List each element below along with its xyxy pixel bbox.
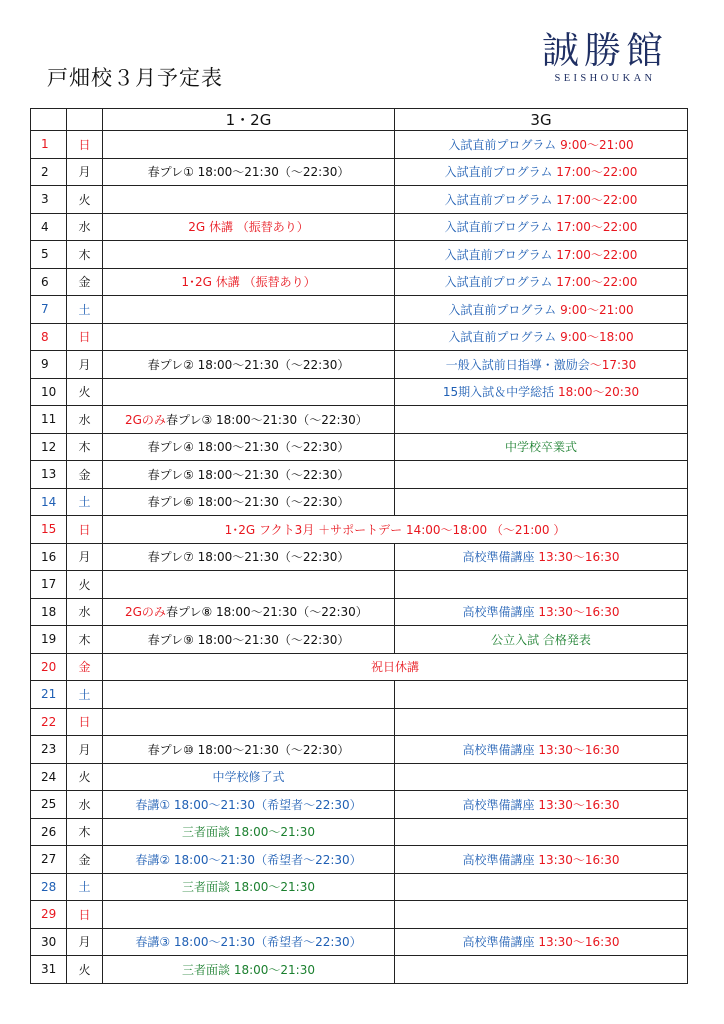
header-row	[31, 109, 688, 131]
weekday-cell: 月	[67, 928, 103, 956]
page-title: 戸畑校３月予定表	[47, 66, 223, 90]
weekday-cell: 日	[67, 516, 103, 544]
table-row	[31, 158, 688, 186]
weekday-cell: 木	[67, 626, 103, 654]
grade-3-event: 一般入試前日指導・激励会	[445, 357, 590, 372]
date-cell: 13	[31, 461, 67, 489]
weekday-cell: 日	[67, 708, 103, 736]
weekday-cell: 土	[67, 488, 103, 516]
table-row	[31, 241, 688, 269]
date-cell: 4	[31, 213, 67, 241]
grade-12-cell: 三者面談 18:00～21:30	[103, 818, 395, 846]
weekday-cell: 木	[67, 818, 103, 846]
grade-3-cell	[395, 818, 688, 846]
weekday-cell: 火	[67, 186, 103, 214]
grade-12-cell: 春プレ⑤ 18:00～21:30（～22:30）	[103, 461, 395, 489]
date-cell: 21	[31, 681, 67, 709]
grade-12-prefix: 2Gのみ	[125, 412, 166, 427]
weekday-cell: 火	[67, 956, 103, 984]
grade-3-time: 17:00～22:00	[552, 275, 638, 290]
date-cell: 7	[31, 296, 67, 324]
grade-3-cell	[395, 351, 688, 379]
weekday-cell: 火	[67, 571, 103, 599]
date-cell: 14	[31, 488, 67, 516]
date-cell: 11	[31, 406, 67, 434]
date-cell: 12	[31, 433, 67, 461]
weekday-cell: 土	[67, 296, 103, 324]
grade-3-cell	[395, 846, 688, 874]
weekday-cell: 水	[67, 406, 103, 434]
table-row	[31, 791, 688, 819]
date-cell: 24	[31, 763, 67, 791]
grade-3-time: 9:00～21:00	[556, 302, 634, 317]
weekday-cell: 火	[67, 378, 103, 406]
grade-3-cell	[395, 708, 688, 736]
event-span-cell: 1･2G フクト3月 ＋サポートデー 14:00～18:00 （～21:00 ）	[103, 516, 688, 544]
weekday-cell: 金	[67, 461, 103, 489]
table-row	[31, 268, 688, 296]
grade-3-cell	[395, 323, 688, 351]
weekday-cell: 金	[67, 268, 103, 296]
grade-12-cell: 春プレ⑩ 18:00～21:30（～22:30）	[103, 736, 395, 764]
grade-12-cell	[103, 296, 395, 324]
grade-12-cell: 三者面談 18:00～21:30	[103, 956, 395, 984]
header-date	[31, 109, 67, 131]
grade-3-event: 入試直前プログラム	[444, 165, 553, 180]
table-row	[31, 406, 688, 434]
grade-12-cell: 春講① 18:00～21:30（希望者～22:30）	[103, 791, 395, 819]
weekday-cell: 日	[67, 323, 103, 351]
grade-3-time: 17:00～22:00	[552, 220, 638, 235]
grade-3-cell	[395, 763, 688, 791]
table-row	[31, 296, 688, 324]
weekday-cell: 金	[67, 653, 103, 681]
weekday-cell: 水	[67, 213, 103, 241]
weekday-cell: 土	[67, 873, 103, 901]
table-row	[31, 516, 688, 544]
date-cell: 5	[31, 241, 67, 269]
grade-12-cell	[103, 901, 395, 929]
date-cell: 28	[31, 873, 67, 901]
grade-12-cell: 三者面談 18:00～21:30	[103, 873, 395, 901]
grade-3-time: 9:00～21:00	[556, 137, 634, 152]
grade-3-cell	[395, 461, 688, 489]
table-row	[31, 131, 688, 159]
date-cell: 23	[31, 736, 67, 764]
table-row	[31, 543, 688, 571]
grade-3-time: 13:30～16:30	[534, 797, 620, 812]
grade-3-cell	[395, 241, 688, 269]
grade-3-cell	[395, 378, 688, 406]
logo-roman: SEISHOUKAN	[554, 73, 656, 84]
date-cell: 20	[31, 653, 67, 681]
event-span-cell: 祝日休講	[103, 653, 688, 681]
grade-3-cell	[395, 956, 688, 984]
date-cell: 26	[31, 818, 67, 846]
grade-3-cell	[395, 268, 688, 296]
header-weekday	[67, 109, 103, 131]
grade-3-time: 13:30～16:30	[534, 935, 620, 950]
weekday-cell: 火	[67, 763, 103, 791]
weekday-cell: 水	[67, 598, 103, 626]
table-row	[31, 956, 688, 984]
grade-3-time: 17:00～22:00	[552, 165, 638, 180]
grade-12-cell	[103, 378, 395, 406]
weekday-cell: 金	[67, 846, 103, 874]
grade-3-cell	[395, 213, 688, 241]
grade-12-text: 春プレ③ 18:00～21:30（～22:30）	[165, 412, 368, 427]
grade-3-event: 高校準備講座	[462, 742, 535, 757]
weekday-cell: 月	[67, 351, 103, 379]
date-cell: 3	[31, 186, 67, 214]
grade-3-cell	[395, 186, 688, 214]
grade-3-event: 入試直前プログラム	[444, 247, 553, 262]
grade-3-cell	[395, 736, 688, 764]
table-row	[31, 598, 688, 626]
date-cell: 22	[31, 708, 67, 736]
grade-3-cell	[395, 928, 688, 956]
table-row	[31, 818, 688, 846]
grade-12-cell	[103, 241, 395, 269]
grade-12-cell: 春講② 18:00～21:30（希望者～22:30）	[103, 846, 395, 874]
table-row	[31, 901, 688, 929]
grade-3-event: 高校準備講座	[462, 797, 535, 812]
grade-12-cell	[103, 323, 395, 351]
grade-12-cell	[103, 406, 395, 434]
grade-3-cell	[395, 873, 688, 901]
table-row	[31, 378, 688, 406]
grade-3-time: 9:00～18:00	[556, 330, 634, 345]
grade-3-event: 高校準備講座	[462, 550, 535, 565]
grade-3-cell	[395, 791, 688, 819]
grade-3-time: 13:30～16:30	[534, 852, 620, 867]
grade-3-event: 入試直前プログラム	[444, 192, 553, 207]
grade-12-cell	[103, 708, 395, 736]
date-cell: 8	[31, 323, 67, 351]
grade-3-cell	[395, 543, 688, 571]
grade-12-cell: 春プレ② 18:00～21:30（～22:30）	[103, 351, 395, 379]
date-cell: 9	[31, 351, 67, 379]
grade-3-cell	[395, 131, 688, 159]
table-row	[31, 461, 688, 489]
grade-3-cell	[395, 598, 688, 626]
table-row	[31, 351, 688, 379]
grade-3-cell	[395, 681, 688, 709]
grade-3-event: 入試直前プログラム	[448, 137, 557, 152]
weekday-cell: 月	[67, 158, 103, 186]
grade-3-event: 15期入試＆中学総括	[442, 385, 555, 400]
date-cell: 6	[31, 268, 67, 296]
grade-12-cell	[103, 598, 395, 626]
weekday-cell: 月	[67, 736, 103, 764]
grade-3-time: 18:00～20:30	[554, 385, 640, 400]
table-row	[31, 213, 688, 241]
date-cell: 31	[31, 956, 67, 984]
weekday-cell: 日	[67, 901, 103, 929]
grade-3-event: 高校準備講座	[462, 605, 535, 620]
date-cell: 25	[31, 791, 67, 819]
grade-12-cell: 春プレ① 18:00～21:30（～22:30）	[103, 158, 395, 186]
grade-3-cell: 中学校卒業式	[395, 433, 688, 461]
table-row	[31, 763, 688, 791]
school-logo	[520, 30, 690, 92]
grade-12-cell: 春プレ④ 18:00～21:30（～22:30）	[103, 433, 395, 461]
date-cell: 29	[31, 901, 67, 929]
table-row	[31, 736, 688, 764]
table-row	[31, 323, 688, 351]
table-row	[31, 873, 688, 901]
weekday-cell: 水	[67, 791, 103, 819]
grade-3-time: 17:00～22:00	[552, 247, 638, 262]
date-cell: 27	[31, 846, 67, 874]
weekday-cell: 土	[67, 681, 103, 709]
grade-3-cell	[395, 296, 688, 324]
table-row	[31, 571, 688, 599]
grade-12-prefix: 2Gのみ	[125, 605, 166, 620]
table-row	[31, 681, 688, 709]
table-row	[31, 186, 688, 214]
date-cell: 15	[31, 516, 67, 544]
grade-3-time: 13:30～16:30	[534, 605, 620, 620]
grade-3-cell	[395, 571, 688, 599]
date-cell: 10	[31, 378, 67, 406]
schedule-body	[31, 131, 688, 984]
grade-3-event: 入試直前プログラム	[448, 302, 557, 317]
grade-3-cell	[395, 488, 688, 516]
table-row	[31, 708, 688, 736]
grade-12-cell	[103, 131, 395, 159]
date-cell: 19	[31, 626, 67, 654]
grade-12-cell: 春プレ⑦ 18:00～21:30（～22:30）	[103, 543, 395, 571]
grade-12-cell: 春講③ 18:00～21:30（希望者～22:30）	[103, 928, 395, 956]
grade-12-cell: 春プレ⑥ 18:00～21:30（～22:30）	[103, 488, 395, 516]
date-cell: 2	[31, 158, 67, 186]
grade-3-event: 高校準備講座	[462, 852, 535, 867]
grade-12-cell	[103, 571, 395, 599]
grade-3-cell	[395, 901, 688, 929]
table-row	[31, 433, 688, 461]
grade-3-event: 入試直前プログラム	[444, 275, 553, 290]
grade-3-cell: 公立入試 合格発表	[395, 626, 688, 654]
table-row	[31, 846, 688, 874]
table-row	[31, 488, 688, 516]
grade-12-cell	[103, 186, 395, 214]
date-cell: 18	[31, 598, 67, 626]
logo-kanji: 誠勝館	[542, 29, 668, 72]
grade-12-cell: 1･2G 休講 （振替あり）	[103, 268, 395, 296]
grade-3-event: 入試直前プログラム	[448, 330, 557, 345]
table-row	[31, 626, 688, 654]
grade-3-cell	[395, 406, 688, 434]
date-cell: 16	[31, 543, 67, 571]
grade-12-cell	[103, 681, 395, 709]
weekday-cell: 木	[67, 241, 103, 269]
weekday-cell: 月	[67, 543, 103, 571]
grade-12-cell: 春プレ⑨ 18:00～21:30（～22:30）	[103, 626, 395, 654]
grade-12-cell: 2G 休講 （振替あり）	[103, 213, 395, 241]
grade-3-event: 入試直前プログラム	[444, 220, 553, 235]
header-grade-12: 1・2G	[103, 109, 395, 131]
grade-3-time: 13:30～16:30	[534, 742, 620, 757]
grade-3-time: 17:00～22:00	[552, 192, 638, 207]
grade-12-cell: 中学校修了式	[103, 763, 395, 791]
grade-3-event: 高校準備講座	[462, 935, 535, 950]
date-cell: 17	[31, 571, 67, 599]
schedule-table	[30, 108, 688, 984]
date-cell: 30	[31, 928, 67, 956]
header-grade-3: 3G	[395, 109, 688, 131]
table-row	[31, 928, 688, 956]
grade-3-time: 13:30～16:30	[534, 550, 620, 565]
date-cell: 1	[31, 131, 67, 159]
grade-12-text: 春プレ⑧ 18:00～21:30（～22:30）	[165, 605, 368, 620]
grade-3-time: ～17:30	[589, 357, 637, 372]
weekday-cell: 木	[67, 433, 103, 461]
grade-3-cell	[395, 158, 688, 186]
weekday-cell: 日	[67, 131, 103, 159]
table-row	[31, 653, 688, 681]
